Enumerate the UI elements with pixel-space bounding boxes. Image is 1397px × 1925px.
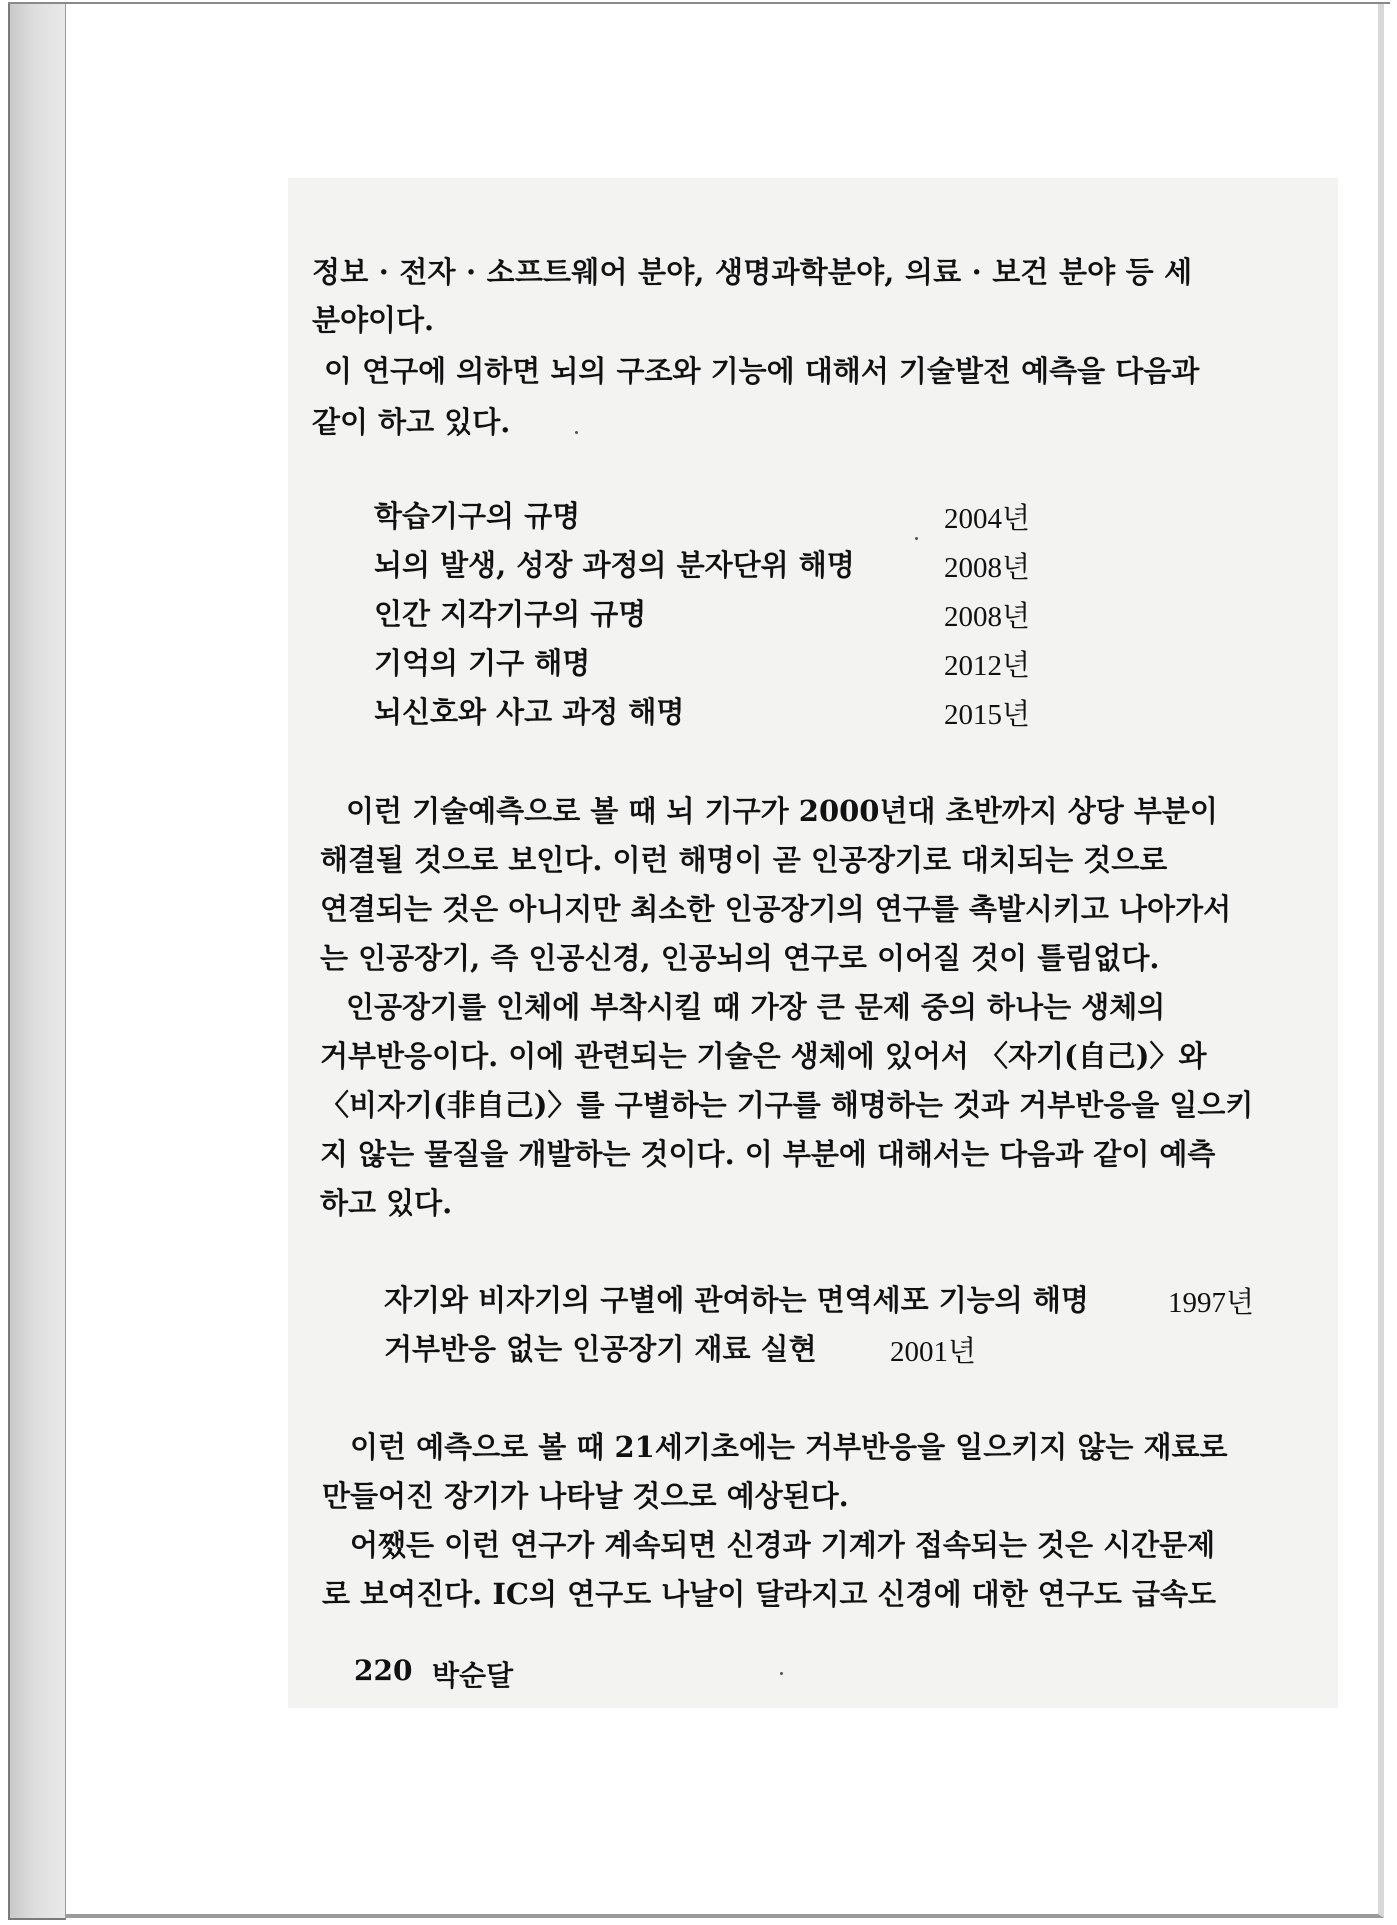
running-footer-author: 박순달 — [432, 1659, 514, 1692]
forecast-item-1: 학습기구의 규명 — [374, 499, 581, 533]
forecast-2-item-2: 거부반응 없는 인공장기 재료 실현 — [384, 1332, 817, 1366]
paragraph-2-line-2 — [312, 400, 712, 441]
text-line: 이런 예측으로 볼 때 21세기초에는 거부반응을 일으키지 않는 재료로 — [350, 1430, 1228, 1464]
text-line: 로 보여진다. IC의 연구도 나날이 달라지고 신경에 대한 연구도 급속도 — [322, 1577, 1216, 1611]
forecast-item-4: 기억의 기구 해명 — [374, 646, 591, 680]
book-spine — [8, 2, 66, 1920]
text-line: 는 인공장기, 즉 인공신경, 인공뇌의 연구로 이어질 것이 틀림없다. — [320, 941, 1160, 975]
text-line: 분야이다. — [312, 303, 435, 337]
paragraph-5-line-2 — [322, 1474, 922, 1515]
paragraph-4-line-3 — [320, 1083, 1260, 1124]
forecast-year-3: 2008년 — [944, 601, 1031, 633]
paragraph-3-line-4 — [320, 936, 1260, 977]
text-line: 이런 기술예측으로 볼 때 뇌 기구가 2000년대 초반까지 상당 부분이 — [346, 794, 1218, 828]
forecast-item-5: 뇌신호와 사고 과정 해명 — [374, 695, 685, 729]
scan-speck — [575, 431, 578, 434]
text-line: 만들어진 장기가 나타날 것으로 예상된다. — [322, 1479, 849, 1513]
text-line: 어쨌든 이런 연구가 계속되면 신경과 기계가 접속되는 것은 시간문제 — [350, 1528, 1216, 1562]
paragraph-6-line-2 — [322, 1572, 1262, 1613]
scan-speck — [915, 537, 918, 540]
forecast-2-year-2: 2001년 — [890, 1336, 977, 1368]
forecast-year-2: 2008년 — [944, 552, 1031, 584]
forecast-year-4: 2012년 — [944, 650, 1031, 682]
text-line: 정보 · 전자 · 소프트웨어 분야, 생명과학분야, 의료 · 보건 분야 등 세 — [312, 255, 1193, 289]
paragraph-4-line-4 — [320, 1132, 1260, 1173]
text-line: 거부반응이다. 이에 관련되는 기술은 생체에 있어서 〈자기(自己)〉와 — [320, 1039, 1207, 1073]
text-line: 지 않는 물질을 개발하는 것이다. 이 부분에 대해서는 다음과 같이 예측 — [320, 1137, 1216, 1171]
text-line: 같이 하고 있다. — [312, 405, 511, 439]
forecast-year-1: 2004년 — [944, 503, 1031, 535]
page-number: 220 — [354, 1654, 413, 1687]
paragraph-3-line-2 — [320, 838, 1260, 879]
paragraph-3-line-3 — [320, 887, 1260, 928]
text-line: 연결되는 것은 아니지만 최소한 인공장기의 연구를 촉발시키고 나아가서 — [320, 892, 1232, 926]
forecast-item-2: 뇌의 발생, 성장 과정의 분자단위 해명 — [374, 548, 855, 582]
forecast-year-5: 2015년 — [944, 699, 1031, 731]
paragraph-3-line-1 — [346, 789, 1256, 830]
paragraph-4-line-1 — [346, 985, 1256, 1026]
paragraph-4-line-2 — [320, 1034, 1260, 1075]
paragraph-1-line-2 — [312, 298, 712, 339]
forecast-2-year-1: 1997년 — [1168, 1287, 1255, 1319]
text-line: 인공장기를 인체에 부착시킬 때 가장 큰 문제 중의 하나는 생체의 — [346, 990, 1166, 1024]
paragraph-6-line-1 — [350, 1523, 1260, 1564]
paragraph-5-line-1 — [350, 1425, 1260, 1466]
forecast-item-3: 인간 지각기구의 규명 — [374, 597, 647, 631]
text-line: 이 연구에 의하면 뇌의 구조와 기능에 대해서 기술발전 예측을 다음과 — [324, 354, 1200, 388]
paragraph-4-line-5 — [320, 1181, 720, 1222]
paragraph-1-line-1 — [312, 250, 1256, 291]
text-line: 하고 있다. — [320, 1186, 453, 1220]
text-line: 해결될 것으로 보인다. 이런 해명이 곧 인공장기로 대치되는 것으로 — [320, 843, 1168, 877]
paragraph-2-line-1 — [324, 349, 1264, 390]
forecast-2-item-1: 자기와 비자기의 구별에 관여하는 면역세포 기능의 해명 — [384, 1283, 1089, 1317]
scan-speck — [780, 1672, 783, 1675]
text-line: 〈비자기(非自己)〉를 구별하는 기구를 해명하는 것과 거부반응을 일으키 — [320, 1088, 1254, 1122]
